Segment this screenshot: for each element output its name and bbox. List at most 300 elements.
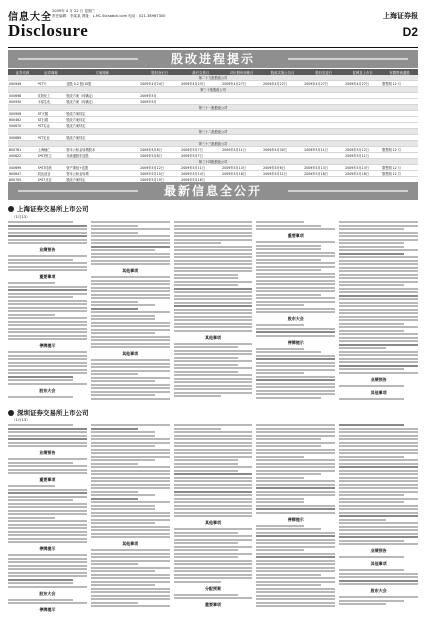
text-line bbox=[91, 242, 170, 244]
text-line bbox=[339, 498, 418, 500]
text-line bbox=[174, 435, 253, 437]
table-cell: ST天鹅 bbox=[37, 111, 66, 117]
text-line bbox=[339, 361, 418, 363]
column-heading: 其他事项 bbox=[122, 351, 139, 356]
text-line bbox=[256, 297, 335, 299]
text-line bbox=[339, 477, 418, 479]
text-line bbox=[339, 267, 418, 269]
text-line bbox=[339, 277, 418, 279]
text-line bbox=[8, 582, 73, 584]
text-line bbox=[256, 241, 335, 243]
text-line bbox=[8, 510, 87, 512]
text-line bbox=[8, 221, 73, 223]
text-line bbox=[91, 294, 170, 296]
text-line bbox=[91, 308, 138, 310]
text-line bbox=[8, 239, 87, 241]
text-line bbox=[174, 442, 253, 444]
table-cell: 2009年5月11日 bbox=[262, 171, 303, 177]
text-line bbox=[339, 305, 418, 307]
text-line bbox=[174, 330, 253, 332]
text-line bbox=[339, 484, 418, 486]
text-line bbox=[91, 526, 170, 528]
text-line bbox=[91, 394, 156, 396]
text-line bbox=[174, 456, 253, 458]
table-header-cell: 复牌及上市日 bbox=[344, 69, 381, 75]
text-line bbox=[256, 549, 303, 551]
text-line bbox=[174, 491, 253, 493]
text-line bbox=[174, 567, 253, 569]
text-line bbox=[8, 262, 87, 264]
text-line bbox=[339, 291, 418, 293]
text-line bbox=[8, 362, 87, 364]
text-line bbox=[174, 260, 253, 262]
text-line bbox=[91, 452, 170, 454]
issue-meta bbox=[52, 9, 172, 19]
column-heading: 停牌提示 bbox=[287, 516, 304, 522]
text-line bbox=[91, 287, 170, 289]
text-line bbox=[91, 424, 170, 426]
batch-label: 第二十九批股改公司 bbox=[8, 75, 418, 81]
text-line bbox=[174, 360, 253, 362]
text-line bbox=[256, 311, 335, 313]
text-line bbox=[174, 221, 253, 223]
text-line bbox=[174, 392, 253, 394]
table-cell: 2009年5月18日 bbox=[303, 171, 344, 177]
text-line bbox=[339, 435, 418, 437]
text-line bbox=[339, 480, 418, 482]
text-line bbox=[8, 296, 73, 298]
text-line bbox=[91, 563, 138, 565]
text-line bbox=[256, 369, 335, 371]
text-line bbox=[174, 570, 253, 572]
text-line bbox=[256, 602, 335, 604]
table-cell: 非流通股东送股 bbox=[65, 153, 139, 159]
text-line bbox=[91, 445, 156, 447]
text-line bbox=[256, 245, 321, 247]
text-line bbox=[91, 491, 138, 493]
text-line bbox=[339, 505, 418, 507]
text-line bbox=[339, 596, 418, 598]
text-line bbox=[339, 385, 404, 387]
text-line bbox=[91, 459, 156, 461]
text-line bbox=[256, 553, 335, 555]
text-line bbox=[256, 480, 335, 482]
text-line bbox=[339, 298, 418, 300]
sh-section-tag: （1月13） bbox=[12, 215, 30, 219]
text-line bbox=[174, 298, 253, 300]
text-line bbox=[8, 465, 87, 467]
table-cell: *ST宏业 bbox=[37, 135, 66, 141]
text-line bbox=[256, 577, 335, 579]
text-line bbox=[91, 283, 170, 285]
text-line bbox=[174, 577, 253, 579]
column-heading: 股东大会 bbox=[39, 590, 56, 596]
text-line bbox=[8, 531, 87, 533]
text-line bbox=[339, 340, 418, 342]
text-line bbox=[91, 263, 170, 265]
table-cell: 000670 bbox=[8, 123, 37, 129]
text-line bbox=[8, 469, 87, 471]
text-line bbox=[256, 355, 335, 357]
text-line bbox=[256, 442, 335, 444]
text-column bbox=[8, 424, 87, 615]
text-line bbox=[91, 567, 170, 569]
text-line bbox=[91, 336, 170, 338]
text-line bbox=[256, 228, 335, 230]
text-line bbox=[339, 487, 418, 489]
text-line bbox=[91, 332, 156, 334]
text-line bbox=[256, 567, 335, 569]
column-heading: 股东大会 bbox=[39, 387, 56, 393]
text-line bbox=[174, 431, 253, 433]
text-line bbox=[174, 428, 221, 430]
text-line bbox=[339, 232, 418, 234]
table-cell: 2009年5月8日 bbox=[139, 153, 180, 159]
text-line bbox=[339, 428, 418, 430]
text-line bbox=[256, 528, 321, 530]
text-line bbox=[256, 463, 335, 465]
table-cell: 丰原生化 bbox=[37, 99, 66, 105]
text-line bbox=[174, 326, 253, 328]
text-line bbox=[339, 533, 418, 535]
text-line bbox=[8, 458, 87, 460]
text-line bbox=[8, 338, 87, 340]
banner-latest-info: 最新信息全公开 bbox=[8, 182, 418, 200]
text-line bbox=[8, 579, 73, 581]
text-line bbox=[339, 526, 418, 528]
text-line bbox=[91, 370, 170, 372]
text-line bbox=[91, 470, 170, 472]
text-line bbox=[256, 225, 321, 227]
text-line bbox=[8, 428, 87, 430]
text-line bbox=[256, 563, 335, 565]
text-column bbox=[256, 424, 335, 615]
text-line bbox=[8, 554, 87, 556]
text-line bbox=[174, 424, 253, 426]
text-line bbox=[256, 505, 335, 507]
text-line bbox=[174, 228, 253, 230]
text-line bbox=[174, 463, 239, 465]
table-cell: 股改方案待定 bbox=[65, 111, 139, 117]
table-header-cell: 最后交易日 bbox=[180, 69, 221, 75]
text-line bbox=[256, 535, 335, 537]
text-line bbox=[256, 560, 335, 562]
column-heading: 其他事项 bbox=[122, 541, 139, 546]
table-cell: 2009年5月14日 bbox=[180, 171, 221, 177]
text-line bbox=[339, 398, 404, 400]
table-cell: 000930 bbox=[8, 99, 37, 105]
column-heading: 业绩预告 bbox=[370, 548, 387, 553]
text-line bbox=[339, 316, 418, 318]
text-line bbox=[91, 343, 170, 345]
text-line bbox=[8, 442, 87, 444]
text-line bbox=[91, 487, 170, 489]
table-cell: 600705 bbox=[8, 177, 37, 183]
text-line bbox=[91, 398, 170, 400]
batch-label: 第三十四批股改公司 bbox=[8, 159, 418, 165]
text-line bbox=[174, 494, 253, 496]
text-line bbox=[91, 373, 138, 375]
text-line bbox=[256, 328, 335, 330]
column-heading: 其他事项 bbox=[370, 389, 387, 395]
column-heading: 其他事项 bbox=[370, 561, 387, 566]
text-line bbox=[8, 586, 87, 588]
text-line bbox=[174, 395, 221, 397]
text-line bbox=[174, 477, 253, 479]
text-line bbox=[8, 503, 87, 505]
text-line bbox=[8, 242, 87, 244]
text-line bbox=[8, 520, 87, 522]
text-line bbox=[174, 374, 253, 376]
table-cell: 2009年5月11日 bbox=[180, 165, 221, 171]
table-cell: ST石砚 bbox=[37, 117, 66, 123]
text-line bbox=[174, 385, 253, 387]
text-line bbox=[339, 442, 418, 444]
text-line bbox=[256, 372, 303, 374]
text-line bbox=[91, 311, 170, 313]
text-line bbox=[256, 290, 335, 292]
text-line bbox=[339, 326, 418, 328]
text-line bbox=[339, 323, 404, 325]
table-header-cell: 有限售流通股 bbox=[381, 69, 418, 75]
text-line bbox=[256, 431, 335, 433]
text-line bbox=[174, 323, 253, 325]
text-line bbox=[91, 602, 138, 604]
text-line bbox=[174, 505, 253, 507]
text-line bbox=[339, 431, 418, 433]
text-line bbox=[256, 473, 321, 475]
column-heading: 其他事项 bbox=[204, 520, 221, 525]
text-line bbox=[339, 330, 404, 332]
column-heading: 股东大会 bbox=[287, 316, 304, 321]
text-line bbox=[174, 556, 239, 558]
table-cell: 2009年5月7日 bbox=[180, 153, 221, 159]
text-line bbox=[91, 246, 170, 248]
text-line bbox=[256, 301, 335, 303]
text-line bbox=[174, 470, 239, 472]
text-line bbox=[91, 387, 170, 389]
text-line bbox=[174, 253, 253, 255]
text-line bbox=[174, 553, 253, 555]
text-line bbox=[256, 584, 321, 586]
text-line bbox=[174, 309, 253, 311]
column-heading: 重要事项 bbox=[39, 274, 56, 279]
table-cell: 限售期 12 月 bbox=[381, 81, 418, 87]
text-line bbox=[91, 581, 170, 583]
text-line bbox=[8, 496, 87, 498]
text-line bbox=[91, 588, 170, 590]
text-line bbox=[91, 477, 170, 479]
text-line bbox=[174, 449, 253, 451]
text-line bbox=[256, 459, 335, 461]
table-cell: 限售期 12 月 bbox=[381, 165, 418, 171]
text-line bbox=[91, 438, 170, 440]
text-line bbox=[256, 466, 335, 468]
table-cell: 2009年5月18日 bbox=[344, 171, 381, 177]
text-line bbox=[339, 463, 418, 465]
text-line bbox=[91, 494, 156, 496]
text-line bbox=[174, 473, 253, 475]
text-line bbox=[174, 256, 253, 258]
text-line bbox=[8, 259, 73, 261]
text-line bbox=[256, 266, 335, 268]
text-line bbox=[339, 242, 404, 244]
text-line bbox=[256, 348, 303, 350]
column-heading: 重要事项 bbox=[204, 602, 221, 607]
column-heading: 停牌提示 bbox=[287, 339, 304, 345]
text-line bbox=[91, 384, 170, 386]
text-line bbox=[91, 329, 170, 331]
text-line bbox=[174, 452, 253, 454]
text-line bbox=[91, 431, 156, 433]
text-line bbox=[339, 449, 418, 451]
text-line bbox=[256, 351, 321, 353]
sh-columns bbox=[8, 221, 418, 405]
table-cell: 2009年5月11日 bbox=[303, 147, 344, 153]
text-line bbox=[174, 371, 239, 373]
text-line bbox=[256, 255, 335, 257]
table-cell: 000689 bbox=[8, 135, 37, 141]
text-line bbox=[339, 312, 418, 314]
text-line bbox=[256, 304, 303, 306]
table-cell: S*ST佳纸 bbox=[37, 165, 66, 171]
text-line bbox=[256, 581, 335, 583]
text-line bbox=[256, 252, 335, 254]
text-line bbox=[174, 316, 253, 318]
text-line bbox=[339, 274, 418, 276]
text-line bbox=[256, 283, 335, 285]
table-header-cell: 方案简称 bbox=[65, 69, 139, 75]
text-line bbox=[174, 532, 239, 534]
text-line bbox=[174, 225, 253, 227]
text-line bbox=[339, 573, 418, 575]
text-line bbox=[8, 513, 87, 515]
table-cell: 上海辅仁 bbox=[37, 147, 66, 153]
text-line bbox=[339, 556, 404, 558]
text-line bbox=[339, 543, 418, 545]
table-header-cell: 股改实施公告日 bbox=[262, 69, 303, 75]
text-line bbox=[8, 269, 87, 271]
table-cell: 2009年4月30日 bbox=[262, 147, 303, 153]
text-line bbox=[174, 312, 253, 314]
text-line bbox=[91, 570, 156, 572]
text-line bbox=[339, 263, 418, 265]
table-cell: 2009年5月13日 bbox=[221, 165, 262, 171]
text-line bbox=[339, 256, 418, 258]
text-line bbox=[91, 529, 170, 531]
text-line bbox=[339, 239, 418, 241]
column-heading: 业绩预告 bbox=[370, 376, 387, 382]
text-line bbox=[8, 379, 73, 381]
text-line bbox=[174, 574, 253, 576]
text-line bbox=[8, 317, 87, 319]
table-cell: 2009年5月12日 bbox=[139, 165, 180, 171]
text-line bbox=[8, 369, 87, 371]
text-line bbox=[91, 536, 170, 538]
text-line bbox=[339, 368, 404, 370]
text-column bbox=[91, 424, 170, 615]
table-cell: 2009年5月6日 bbox=[262, 165, 303, 171]
text-line bbox=[91, 598, 170, 600]
text-line bbox=[339, 288, 418, 290]
text-line bbox=[256, 445, 321, 447]
text-line bbox=[174, 350, 253, 352]
text-line bbox=[256, 470, 335, 472]
sz-section-label: 深圳证券交易所上市公司 bbox=[17, 409, 89, 417]
text-line bbox=[8, 358, 87, 360]
text-line bbox=[339, 569, 404, 571]
text-line bbox=[91, 533, 170, 535]
text-line bbox=[8, 321, 87, 323]
text-line bbox=[339, 456, 404, 458]
table-header-cell: 证券简称 bbox=[37, 69, 66, 75]
text-line bbox=[256, 259, 321, 261]
text-line bbox=[256, 428, 335, 430]
text-line bbox=[256, 386, 335, 388]
text-line bbox=[8, 462, 73, 464]
text-line bbox=[8, 303, 87, 305]
table-cell: 股改方案待定 bbox=[65, 123, 139, 129]
table-cell: 2009年5月13日 bbox=[344, 165, 381, 171]
text-line bbox=[174, 305, 253, 307]
table-cell: 股改方案（待确定） bbox=[65, 93, 139, 99]
text-line bbox=[174, 459, 239, 461]
text-line bbox=[91, 256, 170, 258]
text-line bbox=[91, 359, 170, 361]
text-line bbox=[174, 246, 253, 248]
text-line bbox=[256, 390, 335, 392]
text-line bbox=[174, 235, 253, 237]
text-line bbox=[91, 463, 138, 465]
text-line bbox=[339, 501, 404, 503]
text-line bbox=[91, 508, 156, 510]
issue-date: 2009年 4 月 22 日 星期三 bbox=[52, 9, 96, 13]
text-line bbox=[174, 295, 253, 297]
text-line bbox=[91, 290, 170, 292]
table-cell: 2009年5月12日 bbox=[344, 147, 381, 153]
text-line bbox=[256, 491, 335, 493]
table-cell: S*ST北亚 bbox=[37, 177, 66, 183]
table-cell: 600462 bbox=[8, 117, 37, 123]
text-line bbox=[339, 354, 418, 356]
section-title: Disclosure bbox=[8, 21, 89, 40]
batch-label: 第三十二批股改公司 bbox=[8, 129, 418, 135]
text-line bbox=[91, 484, 170, 486]
batch-label: 第三十三批股改公司 bbox=[8, 141, 418, 147]
text-line bbox=[91, 473, 170, 475]
text-line bbox=[174, 343, 253, 345]
text-line bbox=[339, 246, 404, 248]
text-line bbox=[256, 280, 335, 282]
text-line bbox=[256, 508, 335, 510]
text-line bbox=[339, 603, 386, 605]
text-line bbox=[8, 383, 87, 385]
text-line bbox=[8, 538, 87, 540]
table-header-cell: 股权登记日 bbox=[139, 69, 180, 75]
text-line bbox=[256, 588, 335, 590]
text-line bbox=[256, 273, 335, 275]
text-line bbox=[91, 466, 170, 468]
text-line bbox=[8, 324, 87, 326]
text-line bbox=[339, 529, 418, 531]
text-line bbox=[91, 560, 170, 562]
text-line bbox=[8, 255, 87, 257]
text-line bbox=[174, 594, 239, 596]
text-line bbox=[339, 445, 418, 447]
table-cell: 股改方案待定 bbox=[65, 117, 139, 123]
text-line bbox=[339, 494, 404, 496]
text-line bbox=[174, 267, 253, 269]
